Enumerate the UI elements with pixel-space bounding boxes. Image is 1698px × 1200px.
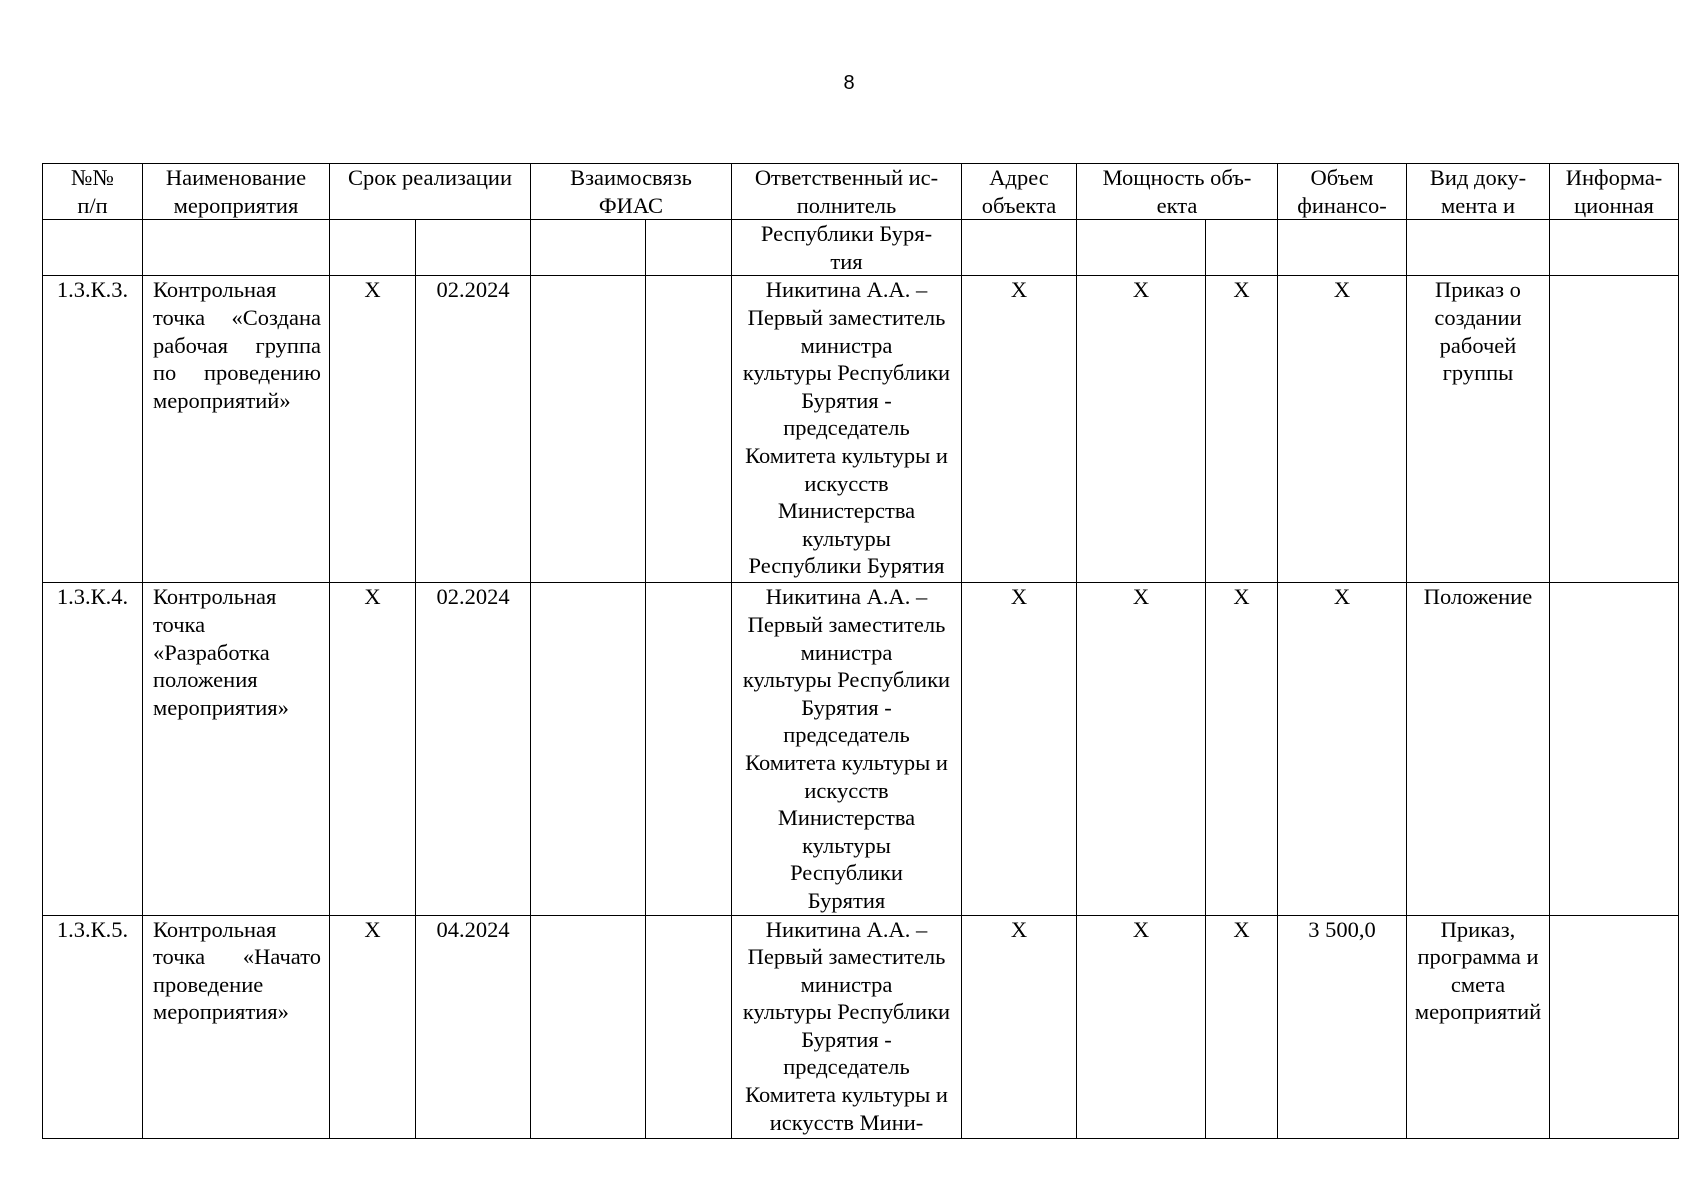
row-responsible: Никитина А.А. – Первый заместитель министра культуры Республики Бурятия - председатель Комитета культуры и искусств Мини- xyxy=(732,915,962,1138)
row-doc: Приказ о создании рабочей группы xyxy=(1407,276,1550,583)
row-info xyxy=(1550,583,1679,915)
header-responsible: Ответственный ис- полнитель xyxy=(732,164,962,220)
row-num: 1.3.К.5. xyxy=(43,915,143,1138)
row-financing: X xyxy=(1278,583,1407,915)
table-row xyxy=(43,915,1679,1138)
row-address: X xyxy=(962,915,1077,1138)
row-capacity-unit: X xyxy=(1206,583,1278,915)
header-address: Адрес объекта xyxy=(962,164,1077,220)
row-fias-2 xyxy=(646,915,732,1138)
row-address: X xyxy=(962,276,1077,583)
row-term-start: X xyxy=(330,583,416,915)
row-term-start: X xyxy=(330,915,416,1138)
row-term-end: 02.2024 xyxy=(416,583,531,915)
row-name: Контрольная точка «Разработка положения мероприятия» xyxy=(143,583,330,915)
row-fias-1 xyxy=(531,915,646,1138)
row-doc: Положение xyxy=(1407,583,1550,915)
header-doc: Вид доку- мента и xyxy=(1407,164,1550,220)
row-doc: Приказ, программа и смета мероприятий xyxy=(1407,915,1550,1138)
header-fias: Взаимосвязь ФИАС xyxy=(531,164,732,220)
row-responsible: Никитина А.А. – Первый заместитель министра культуры Республики Бурятия - председатель Комитета культуры и искусств Министерства культуры Республики Бурятия xyxy=(732,583,962,915)
row-fias-1 xyxy=(531,276,646,583)
table-row xyxy=(43,583,1679,915)
row-capacity-unit: X xyxy=(1206,276,1278,583)
row-term-end: 02.2024 xyxy=(416,276,531,583)
row-num: 1.3.К.4. xyxy=(43,583,143,915)
page-number: 8 xyxy=(843,72,855,94)
row-fias-2 xyxy=(646,583,732,915)
header-num: №№ п/п xyxy=(43,164,143,220)
header-capacity: Мощность объ- екта xyxy=(1077,164,1278,220)
row-address: X xyxy=(962,583,1077,915)
row-name: Контрольная точка «Создана рабочая группа по проведению мероприятий» xyxy=(143,276,330,583)
header-name: Наименование мероприятия xyxy=(143,164,330,220)
table-row xyxy=(43,276,1679,583)
row-info xyxy=(1550,915,1679,1138)
row-info xyxy=(1550,276,1679,583)
row-term-start: X xyxy=(330,276,416,583)
row-capacity-value: X xyxy=(1077,583,1206,915)
row-capacity-unit: X xyxy=(1206,915,1278,1138)
row-capacity-value: X xyxy=(1077,915,1206,1138)
header-term: Срок реализации xyxy=(330,164,531,220)
continuation-responsible: Республики Буря- тия xyxy=(732,220,962,276)
row-responsible: Никитина А.А. – Первый заместитель министра культуры Республики Бурятия - председатель Комитета культуры и искусств Министерства культуры Республики Бурятия xyxy=(732,276,962,583)
header-info: Информа- ционная xyxy=(1550,164,1679,220)
header-row xyxy=(43,164,1679,220)
row-financing: 3 500,0 xyxy=(1278,915,1407,1138)
row-term-end: 04.2024 xyxy=(416,915,531,1138)
events-table xyxy=(42,163,1679,1139)
row-fias-1 xyxy=(531,583,646,915)
row-financing: X xyxy=(1278,276,1407,583)
row-capacity-value: X xyxy=(1077,276,1206,583)
row-num: 1.3.К.3. xyxy=(43,276,143,583)
row-fias-2 xyxy=(646,276,732,583)
row-name: Контрольная точка «Начато проведение мероприятия» xyxy=(143,915,330,1138)
continuation-row xyxy=(43,220,1679,276)
header-financing: Объем финансо- xyxy=(1278,164,1407,220)
